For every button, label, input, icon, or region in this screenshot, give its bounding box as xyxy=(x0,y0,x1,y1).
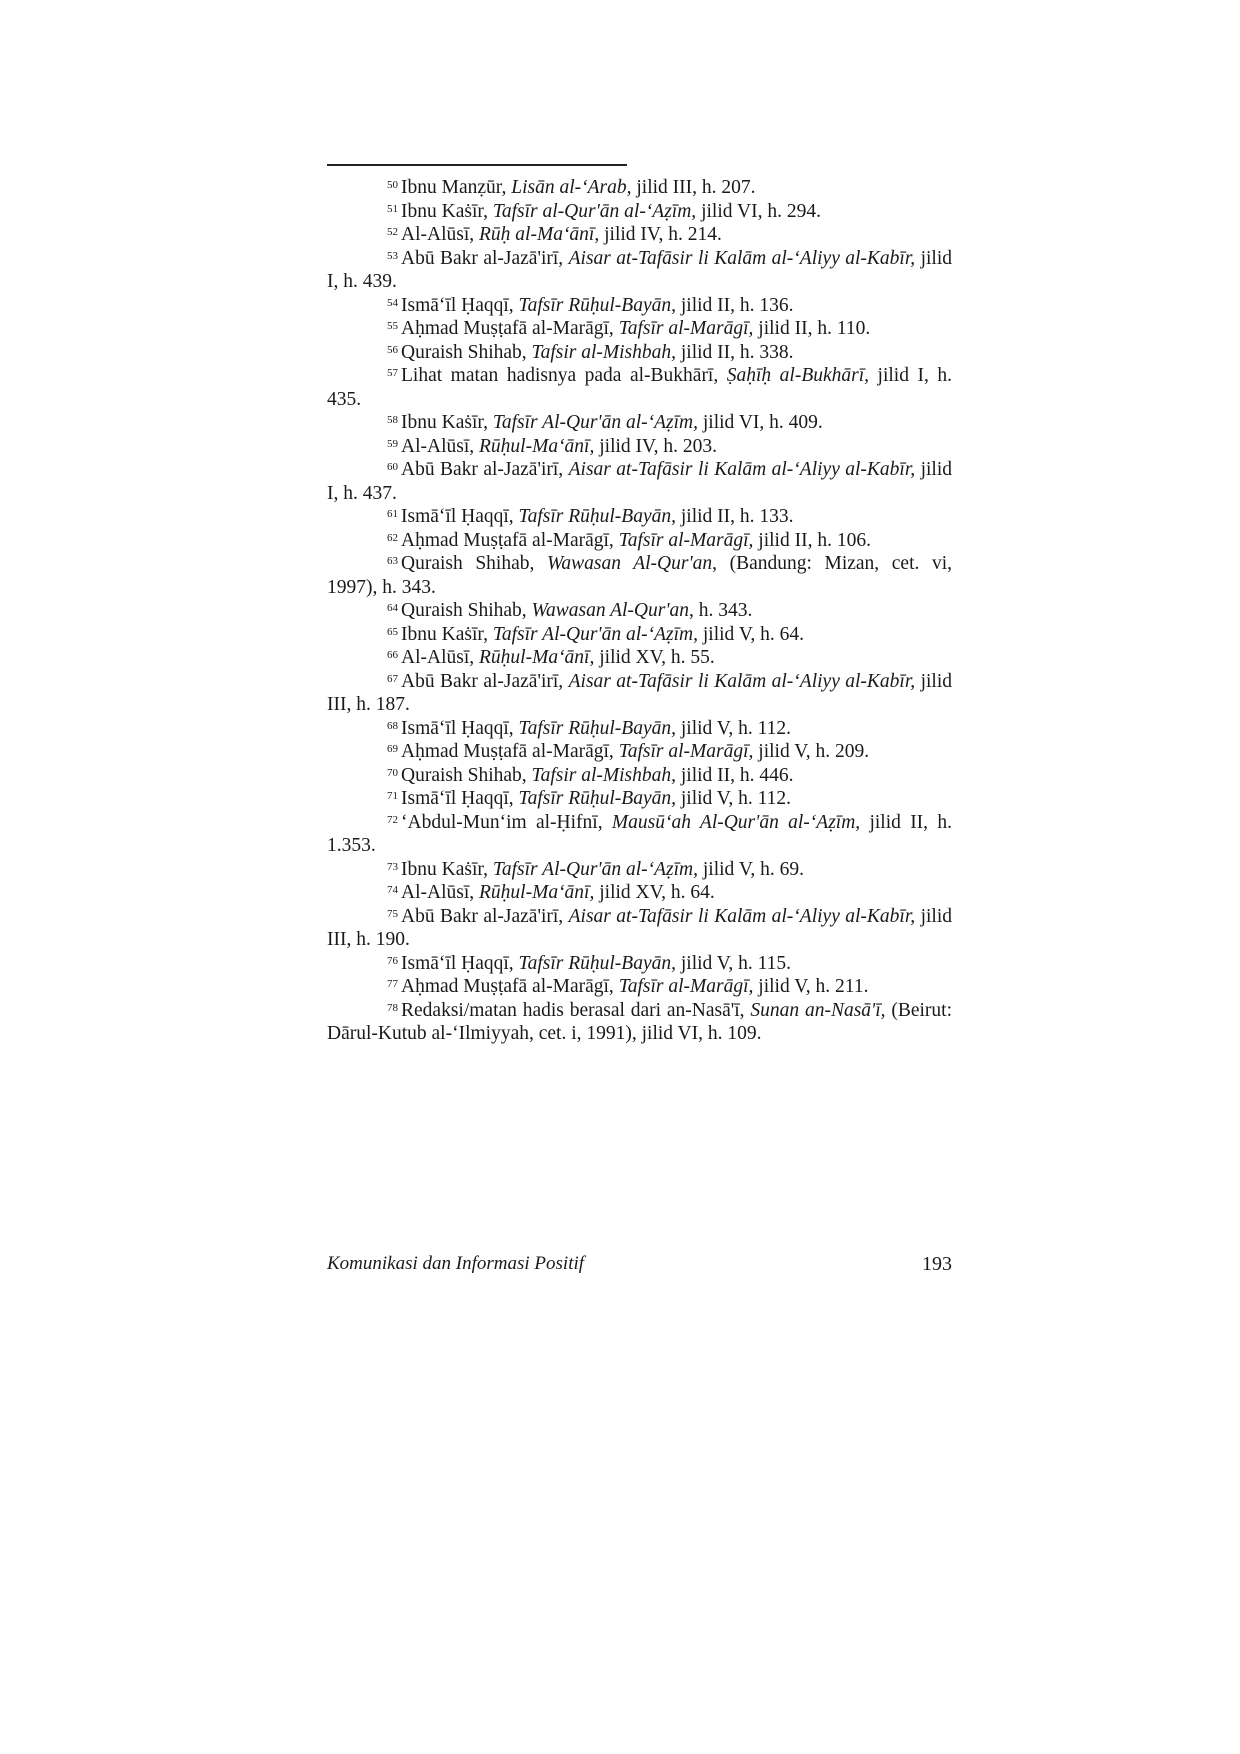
footnote-number: 54 xyxy=(387,296,398,309)
footnote-author: Al-Alūsī, xyxy=(401,882,479,903)
footnote-work-title: Rūḥul-Ma‘ānī, xyxy=(479,435,595,457)
footnote xyxy=(327,646,952,670)
footnote xyxy=(327,411,952,435)
footnote-number: 72 xyxy=(387,813,398,826)
footnote-number: 69 xyxy=(387,743,398,756)
footnote-number: 56 xyxy=(387,343,398,356)
page-number: 193 xyxy=(922,1253,952,1275)
footnote-author: Ismā‘īl Ḥaqqī, xyxy=(401,788,519,809)
footnote-author: Ibnu Kaṡīr, xyxy=(401,623,493,645)
footnote-author: Ismā‘īl Ḥaqqī, xyxy=(401,506,519,527)
footnote xyxy=(327,670,952,717)
footnote-author: Ismā‘īl Ḥaqqī, xyxy=(401,294,519,316)
footnote-author: Ismā‘īl Ḥaqqī, xyxy=(401,717,519,739)
footnote-reference: jilid I, h. 437. xyxy=(327,459,953,504)
footnote-number: 68 xyxy=(387,719,398,732)
footnote-work-title: Aisar at-Tafāsir li Kalām al-‘Aliyy al-Kabīr, xyxy=(568,247,916,269)
footnote xyxy=(327,905,952,952)
footnote-number: 71 xyxy=(387,790,398,803)
footnote-number: 53 xyxy=(387,249,398,262)
footnote-author: Al-Alūsī, xyxy=(401,435,479,457)
footnote-reference: jilid III, h. 187. xyxy=(327,670,953,715)
footnote-work-title: Tafsīr al-Marāgī, xyxy=(618,741,754,762)
footnote-work-title: Tafsīr al-Qur'ān al-‘Aẓīm, xyxy=(492,200,697,222)
footnote xyxy=(327,811,952,858)
page-footer xyxy=(327,1253,952,1276)
footnote-number: 60 xyxy=(387,461,398,474)
footnote-author: Redaksi/matan hadis berasal dari an-Nasā'ī, xyxy=(401,999,751,1021)
footnote-reference: jilid V, h. 64. xyxy=(698,623,805,645)
footnote-number: 75 xyxy=(387,907,398,920)
footnote-number: 70 xyxy=(387,766,398,779)
footnote-work-title: Aisar at-Tafāsir li Kalām al-‘Aliyy al-Kabīr, xyxy=(568,670,916,692)
footnote-reference: jilid II, h. 338. xyxy=(676,341,794,363)
footnote-number: 67 xyxy=(387,672,398,685)
footnote xyxy=(327,764,952,788)
footnote xyxy=(327,975,952,999)
footnote xyxy=(327,223,952,247)
footnote-work-title: Wawasan Al-Qur'an xyxy=(531,600,690,621)
footnote-reference: jilid XV, h. 64. xyxy=(594,882,715,903)
footnote-number: 52 xyxy=(387,226,398,239)
footnote-author: Quraish Shihab, xyxy=(401,600,532,621)
footnote-author: Aḥmad Muṣṭafā al-Marāgī, xyxy=(401,529,619,551)
footnote-work-title: Lisān al-‘Arab, xyxy=(511,177,632,198)
footnote-author: Al-Alūsī, xyxy=(401,647,479,668)
footnote-number: 62 xyxy=(387,531,398,544)
footnote-work-title: Tafsir al-Mishbah, xyxy=(531,764,677,786)
footnote-author: ‘Abdul-Mun‘im al-Ḥifnī, xyxy=(401,811,612,833)
running-title: Komunikasi dan Informasi Positif xyxy=(327,1253,585,1274)
footnote-number: 78 xyxy=(387,1001,398,1014)
footnote-work-title: Tafsīr Al-Qur'ān al-‘Aẓīm, xyxy=(492,858,698,880)
footnote-separator xyxy=(327,164,627,166)
footnote xyxy=(327,247,952,294)
footnote xyxy=(327,317,952,341)
footnote-number: 73 xyxy=(387,860,398,873)
footnote-work-title: Tafsīr Al-Qur'ān al-‘Aẓīm, xyxy=(492,412,698,433)
footnote-author: Ibnu Manẓūr, xyxy=(401,177,512,198)
footnote-reference: jilid II, h. 136. xyxy=(675,294,794,316)
footnote-reference: jilid VI, h. 409. xyxy=(698,412,823,433)
footnote-work-title: Aisar at-Tafāsir li Kalām al-‘Aliyy al-Kabīr, xyxy=(568,459,916,480)
footnote xyxy=(327,364,952,411)
footnote-number: 74 xyxy=(387,884,398,897)
footnote-author: Lihat matan hadisnya pada al-Bukhārī, xyxy=(401,365,727,386)
footnote xyxy=(327,505,952,529)
footnote-work-title: Tafsir al-Mishbah, xyxy=(531,341,677,363)
footnote-author: Ibnu Kaṡīr, xyxy=(401,200,493,222)
footnote-number: 66 xyxy=(387,649,398,662)
footnote xyxy=(327,341,952,365)
footnote-number: 64 xyxy=(387,602,398,615)
footnote-work-title: Wawasan Al-Qur'an xyxy=(546,553,713,574)
footnote-number: 55 xyxy=(387,320,398,333)
footnote-reference: jilid I, h. 435. xyxy=(327,365,952,410)
footnote-reference: jilid V, h. 112. xyxy=(675,717,792,739)
footnote xyxy=(327,999,952,1046)
footnote-author: Quraish Shihab, xyxy=(401,764,532,786)
footnote-reference: jilid XV, h. 55. xyxy=(594,647,715,668)
footnote-reference: jilid III, h. 207. xyxy=(631,177,756,198)
footnote-author: Ismā‘īl Ḥaqqī, xyxy=(401,952,519,974)
footnote-reference: jilid II, h. 110. xyxy=(753,318,871,339)
footnote xyxy=(327,435,952,459)
footnote-work-title: Rūḥ al-Ma‘ānī, xyxy=(479,224,600,245)
footnote-number: 58 xyxy=(387,414,398,427)
footnote-work-title: Rūḥul-Ma‘ānī, xyxy=(479,647,595,668)
footnote-author: Aḥmad Muṣṭafā al-Marāgī, xyxy=(401,741,619,762)
footnote-reference: jilid II, h. 1.353. xyxy=(327,811,952,856)
footnote-reference: jilid V, h. 209. xyxy=(753,741,870,762)
footnote-reference: (Beirut: Dārul-Kutub al-‘Ilmiyyah, cet. i, 1991), jilid VI, h. 109. xyxy=(327,999,953,1044)
footnote-number: 76 xyxy=(387,954,398,967)
footnote-number: 51 xyxy=(387,202,398,215)
footnote-reference: jilid III, h. 190. xyxy=(327,905,953,950)
footnote-number: 57 xyxy=(387,367,398,380)
footnote-author: Abū Bakr al-Jazā'irī, xyxy=(401,247,569,269)
footnote-work-title: Tafsīr Al-Qur'ān al-‘Aẓīm, xyxy=(492,623,698,645)
footnote xyxy=(327,529,952,553)
footnote-reference: jilid V, h. 69. xyxy=(698,858,805,880)
footnote xyxy=(327,623,952,647)
footnote-author: Abū Bakr al-Jazā'irī, xyxy=(401,459,569,480)
footnote-author: Abū Bakr al-Jazā'irī, xyxy=(401,670,569,692)
footnote-work-title: Tafsīr al-Marāgī, xyxy=(618,318,754,339)
footnote-reference: jilid V, h. 115. xyxy=(675,952,792,974)
footnote-reference: jilid II, h. 133. xyxy=(675,506,794,527)
footnote-author: Aḥmad Muṣṭafā al-Marāgī, xyxy=(401,318,619,339)
footnote xyxy=(327,717,952,741)
footnote-reference: jilid V, h. 112. xyxy=(675,788,792,809)
footnote-number: 50 xyxy=(387,179,398,192)
footnote-reference: jilid V, h. 211. xyxy=(753,976,869,997)
footnote-work-title: Ṣaḥīḥ al-Bukhārī, xyxy=(726,365,870,386)
footnote-work-title: Mausū‘ah Al-Qur'ān al-‘Aẓīm, xyxy=(611,811,861,833)
footnote-reference: jilid II, h. 446. xyxy=(676,764,794,786)
footnote-work-title: Tafsīr al-Marāgī, xyxy=(618,529,754,551)
footnote xyxy=(327,458,952,505)
footnote-number: 65 xyxy=(387,625,398,638)
footnote xyxy=(327,740,952,764)
footnote xyxy=(327,858,952,882)
footnote-work-title: Aisar at-Tafāsir li Kalām al-‘Aliyy al-Kabīr, xyxy=(568,905,916,927)
footnote-author: Ibnu Kaṡīr, xyxy=(401,858,493,880)
footnote-author: Quraish Shihab, xyxy=(401,341,532,363)
footnote-reference: jilid IV, h. 214. xyxy=(599,224,722,245)
footnote xyxy=(327,552,952,599)
footnote xyxy=(327,787,952,811)
footnote xyxy=(327,599,952,623)
footnote-reference: jilid VI, h. 294. xyxy=(696,200,821,222)
footnote-number: 77 xyxy=(387,978,398,991)
footnote-work-title: Tafsīr Rūḥul-Bayān, xyxy=(518,717,676,739)
footnotes-list xyxy=(327,176,952,1046)
footnote-work-title: Tafsīr Rūḥul-Bayān, xyxy=(518,294,676,316)
footnote-author: Ibnu Kaṡīr, xyxy=(401,412,493,433)
footnote-reference: , (Bandung: Mizan, cet. vi, 1997), h. 343. xyxy=(327,553,952,598)
footnote-work-title: Sunan an-Nasā'ī, xyxy=(750,999,886,1021)
footnote-work-title: Rūḥul-Ma‘ānī, xyxy=(479,882,595,903)
footnote-reference: jilid I, h. 439. xyxy=(327,247,953,292)
footnote-number: 61 xyxy=(387,508,398,521)
footnote-number: 63 xyxy=(387,555,398,568)
footnote-author: Quraish Shihab, xyxy=(401,553,547,574)
footnote-reference: jilid II, h. 106. xyxy=(753,529,871,551)
footnote-work-title: Tafsīr Rūḥul-Bayān, xyxy=(518,788,676,809)
footnote xyxy=(327,294,952,318)
footnote xyxy=(327,176,952,200)
footnote-work-title: Tafsīr Rūḥul-Bayān, xyxy=(518,952,676,974)
footnote-reference: , h. 343. xyxy=(689,600,753,621)
footnote-author: Abū Bakr al-Jazā'irī, xyxy=(401,905,569,927)
footnote-reference: jilid IV, h. 203. xyxy=(594,435,717,457)
footnote xyxy=(327,200,952,224)
footnote-number: 59 xyxy=(387,437,398,450)
footnote-author: Aḥmad Muṣṭafā al-Marāgī, xyxy=(401,976,619,997)
footnote xyxy=(327,881,952,905)
footnote-work-title: Tafsīr Rūḥul-Bayān, xyxy=(518,506,676,527)
footnote-author: Al-Alūsī, xyxy=(401,224,479,245)
footnote xyxy=(327,952,952,976)
footnote-work-title: Tafsīr al-Marāgī, xyxy=(618,976,754,997)
